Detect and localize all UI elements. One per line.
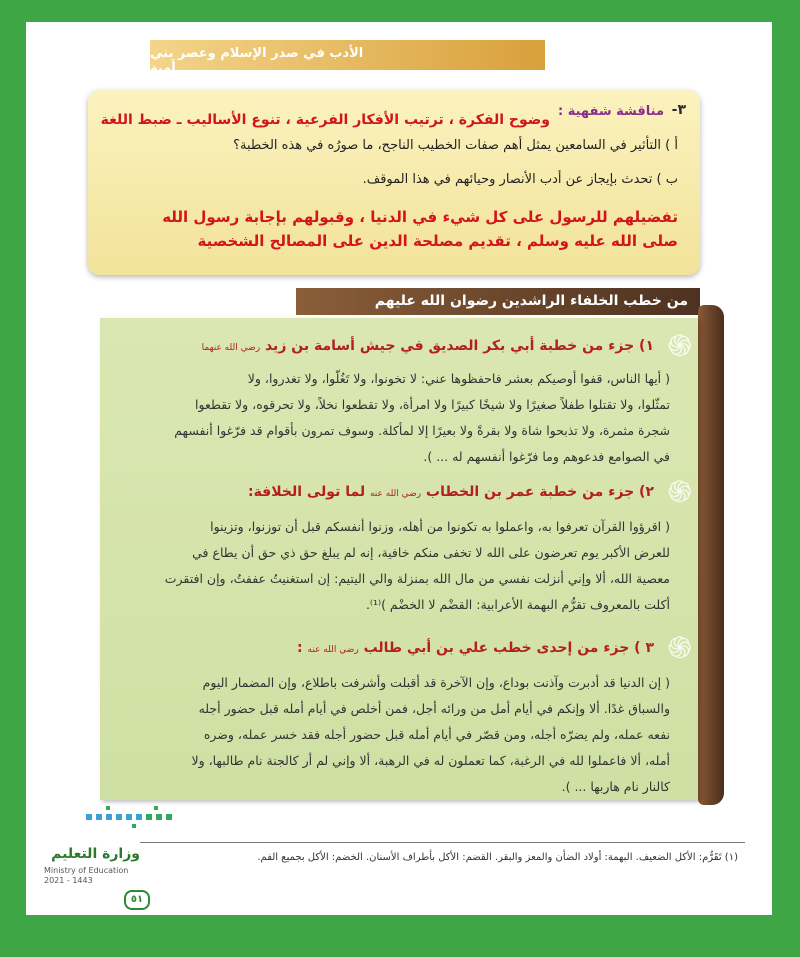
speech-line: معصية الله، ألا وإني أنزلت نفسي من مال الله بمنزلة والي اليتيم: إن استغنيتُ عففتُ، وإن افتقرت: [164, 571, 670, 586]
speech-line: تمثّلوا، ولا تقتلوا طفلاً صغيرًا ولا شيخًا كبيرًا ولا امرأة، ولا تقطعوا نخلاً، ولا تحرقوه، ولا تقطعوا: [195, 397, 670, 412]
left-strip: [0, 22, 26, 915]
speech-line: نفعه عمله، ولم يضرّه أجله، ومن قصّر في أيام أمله قبل حضور أجله فقد خسر عمله، وضره: [203, 727, 670, 742]
speech-line: كالنار نام هاربها ... ).: [561, 779, 670, 794]
swirl-icon: ֍: [667, 475, 692, 510]
question-card: [88, 90, 700, 275]
speech-line: والسباق غدًا. ألا وإنكم في أيام أمل من ورائه أجل، فمن أخلص في أيام أمله قبل حضور أجله: [198, 701, 670, 716]
swirl-icon: ֍: [667, 631, 692, 666]
section-banner: [296, 288, 700, 315]
answer-b-line2: صلى الله عليه وسلم ، تقديم مصلحة الدين على المصالح الشخصية: [197, 232, 678, 250]
honorific: رضي الله عنه: [369, 489, 422, 499]
speech-title-3: [297, 640, 654, 656]
footnote-rule: [140, 842, 745, 843]
scroll-roll-decoration: [698, 305, 724, 805]
speeches-panel: [100, 318, 698, 800]
ministry-name: وزارة التعليم: [51, 846, 140, 862]
speech-line: للعرض الأكبر يوم تعرضون على الله لا تخفى منكم خافية، إنه لم يبلغ حق ذي حق أن يطاع في: [192, 545, 670, 560]
answer-a: وضوح الفكرة ، ترتيب الأفكار الفرعية ، تنوع الأساليب ـ ضبط اللغة: [100, 112, 550, 128]
speech-line: أمله، ألا فاعملوا لله في الرغبة، كما تعملون له في الرهبة، ألا وإني لم أر كالجنة نام طالبها، ولا: [191, 753, 670, 768]
top-band: [0, 0, 800, 22]
question-number: ٣-: [671, 102, 686, 118]
speech-title-1: [202, 338, 654, 354]
speech-line: ( إن الدنيا قد أدبرت وآذنت بوداع، وإن الآخرة قد أقبلت وأشرفت باطلاع، وإن المضمار اليوم: [202, 675, 670, 690]
swirl-icon: ֍: [667, 329, 692, 364]
page-number: ٥١: [124, 890, 150, 910]
speech-title-text: ٣ ) جزء من إحدى خطب علي بن أبي طالب: [363, 640, 654, 656]
ministry-year: 2021 - 1443: [44, 876, 93, 885]
speech-title-text: ١) جزء من خطبة أبي بكر الصديق في جيش أسامة بن زيد: [264, 338, 654, 354]
answer-b-line1: تفضيلهم للرسول على كل شيء في الدنيا ، وقبولهم بإجابة رسول الله: [162, 208, 678, 226]
speech-body-1: [114, 366, 670, 470]
speech-line: ( أيها الناس، قفوا أوصيكم بعشر فاحفظوها عني: لا تخونوا، ولا تَغُلّوا، ولا تغدروا، ولا: [247, 371, 670, 386]
right-strip: [772, 22, 800, 915]
speech-line: شجرة مثمرة، ولا تذبحوا شاة ولا بقرةً ولا بعيرًا إلا لمأكلة. وسوف تمرون بأقوام قد فرّغوا أنفسهم: [174, 423, 670, 438]
chapter-header: [150, 40, 545, 76]
honorific: رضي الله عنهما: [201, 343, 261, 353]
bottom-band: [0, 915, 800, 957]
question-item-b: ب ) تحدث بإيجاز عن أدب الأنصار وحيائهم في هذا الموقف.: [362, 172, 678, 187]
honorific: رضي الله عنه: [307, 645, 359, 655]
speech-body-2: [114, 514, 670, 618]
ministry-name-en: Ministry of Education: [44, 866, 129, 875]
chapter-title: الأدب في صدر الإسلام وعصر بني أمية: [150, 46, 364, 76]
footnote: (١) تَقَرُّم: الأكل الضعيف. البهمة: أولاد الضأن والمعز والبقر. القضم: الأكل بأطراف الأسنان. الخضم: الأكل بجميع الفم.: [257, 852, 738, 863]
question-label: مناقشة شفهية :: [557, 104, 664, 119]
speech-title-end: :: [297, 640, 303, 656]
section-title: من خطب الخلفاء الراشدين رضوان الله عليهم: [374, 293, 688, 309]
speech-line: في الصوامع فدعوهم وما فرّغوا أنفسهم له ... ).: [423, 449, 670, 464]
speech-line: ( اقرؤوا القرآن تعرفوا به، واعملوا به تكونوا من أهله، وزنوا أنفسكم قبل أن توزنوا، وتزينوا: [210, 519, 670, 534]
ministry-logo-icon: [84, 806, 180, 832]
speech-body-3: [114, 670, 670, 800]
question-item-a: أ ) التأثير في السامعين يمثل أهم صفات الخطيب الناجح، ما صورُه في هذه الخطبة؟: [233, 138, 678, 153]
speech-title-end: لما تولى الخلافة:: [247, 484, 366, 500]
speech-title-2: [248, 484, 654, 500]
speech-line: أكلت بالمعروف تقرُّم البهمة الأعرابية: القضْم لا الخضْم )⁽¹⁾.: [365, 597, 670, 612]
speech-title-text: ٢) جزء من خطبة عمر بن الخطاب: [426, 484, 654, 500]
